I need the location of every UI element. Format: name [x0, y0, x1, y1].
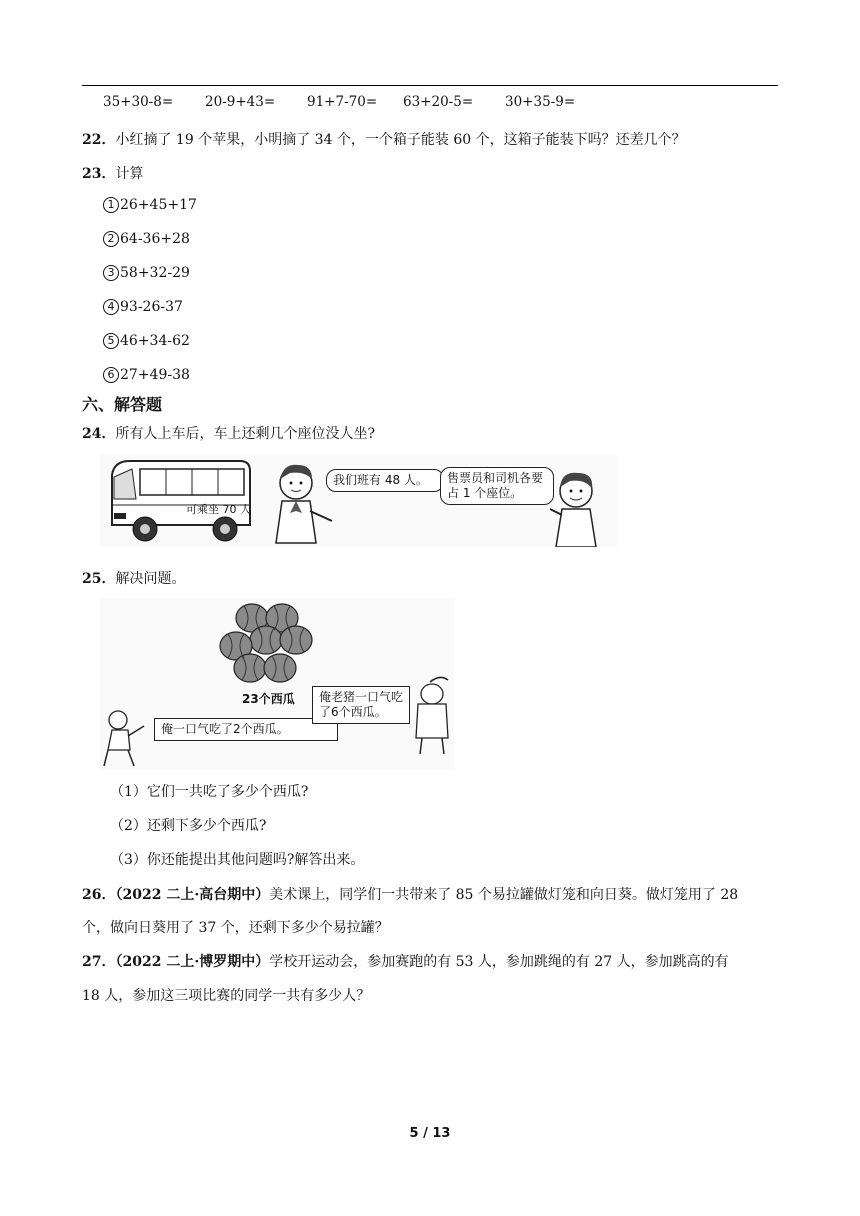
question-text-line1: 学校开运动会，参加赛跑的有 53 人，参加跳绳的有 27 人，参加跳高的有 [269, 954, 729, 970]
section-title: 六、解答题 [82, 395, 163, 414]
circled-number: 4 [103, 299, 119, 315]
circled-number: 2 [103, 231, 119, 247]
watermelon-illustration [100, 598, 454, 770]
calc-expression: 27+49-38 [120, 367, 190, 383]
question-22 [82, 129, 686, 149]
question-source: （2022 二上·博罗期中） [115, 954, 270, 970]
question-number: 23． [82, 166, 116, 182]
question-27 [82, 951, 729, 971]
expression-2: 20-9+43= [205, 94, 276, 110]
calc-expression: 58+32-29 [120, 265, 190, 281]
question-number: 24． [82, 426, 116, 442]
question-number: 26． [82, 887, 116, 903]
question-source: （2022 二上·高台期中） [115, 887, 270, 903]
calc-item-6 [103, 367, 190, 383]
expression-5: 30+35-9= [505, 94, 576, 110]
sub-question-3: （3）你还能提出其他问题吗?解答出来。 [110, 852, 365, 868]
question-number: 27． [82, 954, 116, 970]
circled-number: 1 [103, 197, 119, 213]
page-number: 5 / 13 [409, 1126, 451, 1141]
speech-box-monkey: 俺一口气吃了2个西瓜。 [154, 718, 338, 741]
question-25 [82, 568, 185, 588]
speech-bubble-seats: 售票员和司机各要占 1 个座位。 [440, 467, 554, 505]
question-26-cont: 个，做向日葵用了 37 个，还剩下多少个易拉罐？ [82, 920, 389, 936]
calc-item-5 [103, 333, 190, 349]
circled-number: 6 [103, 367, 119, 383]
calc-expression: 26+45+17 [120, 197, 197, 213]
calc-item-1 [103, 197, 197, 213]
expression-4: 63+20-5= [403, 94, 474, 110]
watermelon-drawing [100, 598, 454, 770]
question-text: 计算 [115, 166, 144, 182]
question-text: 小红摘了 19 个苹果，小明摘了 34 个，一个箱子能装 60 个，这箱子能装下吗？还差几个？ [115, 132, 686, 148]
speech-bubble-class-size: 我们班有 48 人。 [326, 469, 444, 492]
calc-expression: 64-36+28 [120, 231, 190, 247]
question-27-cont: 18 人，参加这三项比赛的同学一共有多少人？ [82, 988, 371, 1004]
question-text: 所有人上车后，车上还剩几个座位没人坐? [115, 426, 375, 442]
question-text-line1: 美术课上，同学们一共带来了 85 个易拉罐做灯笼和向日葵。做灯笼用了 28 [269, 887, 739, 903]
watermelon-count-label: 23个西瓜 [242, 692, 295, 706]
question-text: 解决问题。 [115, 571, 186, 587]
question-number: 25． [82, 571, 116, 587]
question-26 [82, 884, 738, 904]
bus-capacity-label: 可乘坐 70 人 [186, 503, 251, 516]
calc-item-2 [103, 231, 190, 247]
speech-box-pig: 俺老猪一口气吃了6个西瓜。 [312, 686, 410, 724]
sub-question-1: （1）它们一共吃了多少个西瓜? [110, 784, 309, 800]
question-number: 22． [82, 132, 116, 148]
expression-1: 35+30-8= [103, 94, 174, 110]
circled-number: 5 [103, 333, 119, 349]
calc-expression: 46+34-62 [120, 333, 190, 349]
calc-expression: 93-26-37 [120, 299, 183, 315]
question-24 [82, 423, 375, 443]
top-rule [82, 85, 778, 86]
sub-question-2: （2）还剩下多少个西瓜? [110, 818, 267, 834]
question-23 [82, 163, 143, 183]
bus-illustration [100, 455, 618, 547]
calc-item-4 [103, 299, 183, 315]
expression-3: 91+7-70= [307, 94, 378, 110]
circled-number: 3 [103, 265, 119, 281]
calc-item-3 [103, 265, 190, 281]
